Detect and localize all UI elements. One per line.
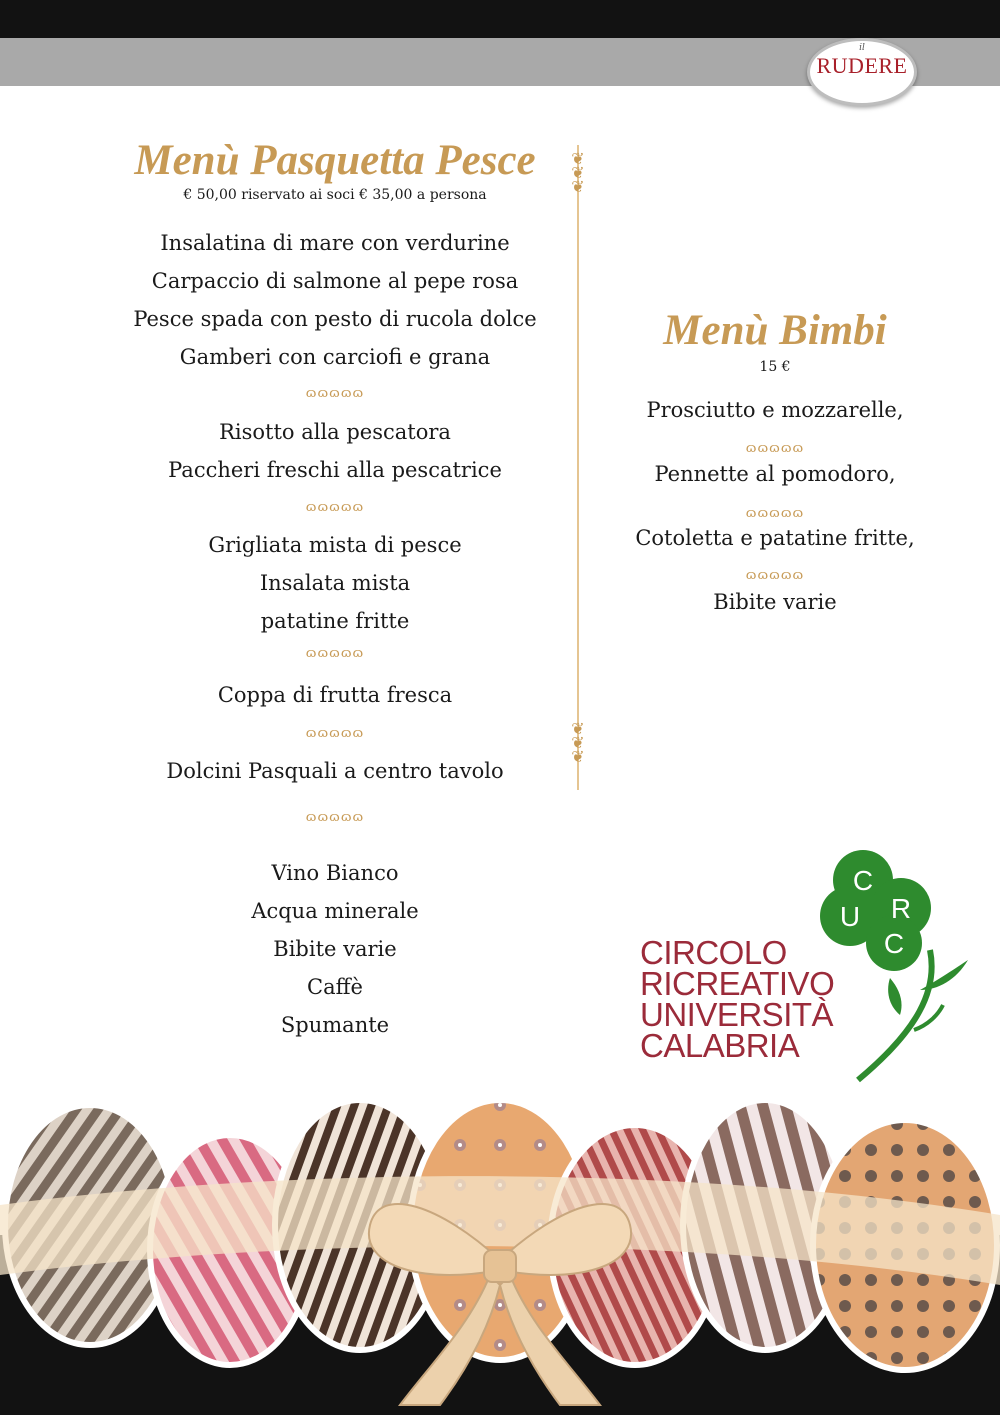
menu-bimbi [620, 305, 930, 375]
logo-small-text: il [859, 43, 865, 53]
bimbi-title: Menù Bimbi [663, 307, 887, 354]
column-divider [577, 145, 579, 790]
cruc-line: RICREATIVO [640, 965, 835, 1002]
bimbi-item-4 [620, 583, 930, 621]
clover-letter: C [852, 865, 874, 896]
pesce-drinks [110, 854, 560, 1044]
ornament-separator: ɷɷɷɷɷ [305, 726, 365, 741]
bimbi-item-3 [620, 519, 930, 557]
menu-item: Carpaccio di salmone al pepe rosa [151, 269, 519, 293]
pesce-group-2 [110, 413, 560, 489]
menu-item: Paccheri freschi alla pescatrice [168, 458, 502, 482]
menu-item: Grigliata mista di pesce [208, 533, 462, 557]
bimbi-item-2 [620, 455, 930, 493]
bimbi-price: 15 € [759, 359, 791, 375]
cruc-line: UNIVERSITÀ [640, 996, 834, 1033]
ornament-separator: ɷɷɷɷɷ [745, 568, 805, 583]
leaf-ornament-icon: ❦ ❦ ❦ [571, 719, 585, 766]
bimbi-item-1 [620, 391, 930, 429]
menu-item: Pennette al pomodoro, [654, 462, 896, 486]
ornament-separator: ɷɷɷɷɷ [305, 386, 365, 401]
pesce-group-4 [110, 676, 560, 714]
logo-name: RUDERE [816, 53, 908, 78]
menu-item: Risotto alla pescatora [219, 420, 451, 444]
menu-item: Pesce spada con pesto di rucola dolce [133, 307, 537, 331]
menu-item: Insalata mista [259, 571, 411, 595]
menu-item: Vino Bianco [271, 861, 399, 885]
menu-item: Gamberi con carciofi e grana [179, 345, 491, 369]
menu-item: Prosciutto e mozzarelle, [646, 398, 904, 422]
menu-item: Caffè [307, 975, 363, 999]
cruc-logo [638, 840, 978, 1085]
easter-eggs-banner [0, 1085, 1000, 1415]
pesce-group-3 [110, 526, 560, 640]
easter-eggs-icon [0, 1085, 1000, 1415]
cruc-name [640, 934, 835, 1064]
pesce-title: Menù Pasquetta Pesce [134, 137, 536, 184]
menu-item: Cotoletta e patatine fritte, [635, 526, 915, 550]
menu-item: Insalatina di mare con verdurine [160, 231, 510, 255]
pesce-price: € 50,00 riservato ai soci € 35,00 a persona [183, 187, 487, 203]
clover-letter: U [839, 901, 861, 932]
cruc-line: CIRCOLO [640, 934, 787, 971]
menu-item: Spumante [280, 1013, 390, 1037]
menu-item: Dolcini Pasquali a centro tavolo [166, 759, 504, 783]
ornament-separator: ɷɷɷɷɷ [745, 506, 805, 521]
pesce-group-5 [110, 752, 560, 790]
menu-item: Coppa di frutta fresca [217, 683, 453, 707]
menu-item: Bibite varie [273, 937, 397, 961]
ornament-separator: ɷɷɷɷɷ [305, 810, 365, 825]
ornament-separator: ɷɷɷɷɷ [305, 646, 365, 661]
leaf-ornament-icon: ❦ ❦ ❦ [571, 149, 585, 196]
pesce-group-1 [110, 224, 560, 376]
cruc-line: CALABRIA [640, 1027, 800, 1064]
menu-pesce [110, 135, 560, 203]
menu-item: Bibite varie [713, 590, 837, 614]
menu-item: Acqua minerale [251, 899, 419, 923]
clover-letter: C [883, 928, 905, 959]
ornament-separator: ɷɷɷɷɷ [305, 500, 365, 515]
top-bar [0, 0, 1000, 38]
rudere-logo [807, 38, 917, 106]
clover-letter: R [890, 893, 912, 924]
ornament-separator: ɷɷɷɷɷ [745, 441, 805, 456]
menu-item: patatine fritte [260, 609, 410, 633]
